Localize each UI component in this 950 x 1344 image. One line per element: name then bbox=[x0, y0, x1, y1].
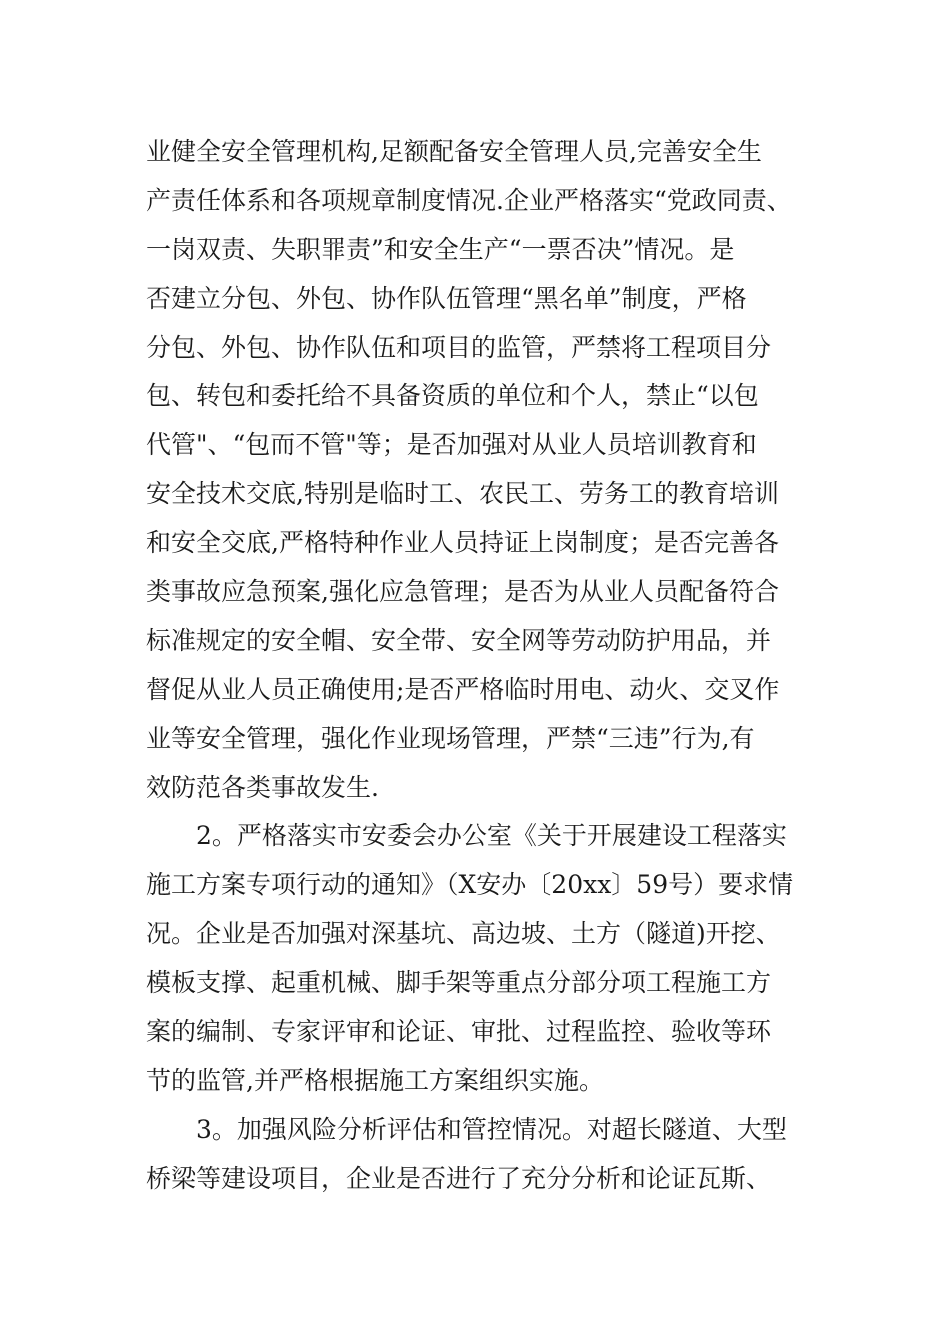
text-line: 安全技术交底,特别是临时工、农民工、劳务工的教育培训 bbox=[146, 479, 779, 509]
text-line: 一岗双责、失职罪责”和安全生产“一票否决”情况。是 bbox=[146, 234, 735, 264]
text-line: 桥梁等建设项目，企业是否进行了充分分析和论证瓦斯、 bbox=[146, 1163, 772, 1193]
text-line: 包、转包和委托给不具备资质的单位和个人，禁止“以包 bbox=[146, 381, 759, 411]
text-line: 业等安全管理，强化作业现场管理，严禁“三违”行为,有 bbox=[146, 723, 755, 753]
text-line: 标准规定的安全帽、安全带、安全网等劳动防护用品，并 bbox=[146, 625, 772, 655]
text-line: 否建立分包、外包、协作队伍管理“黑名单”制度，严格 bbox=[146, 283, 747, 313]
text-line: 施工方案专项行动的通知》（X安办〔20xx〕59号）要求情 bbox=[146, 870, 794, 900]
text-line: 产责任体系和各项规章制度情况.企业严格落实“党政同责、 bbox=[146, 185, 792, 215]
body-text bbox=[146, 128, 826, 1204]
text-line: 业健全安全管理机构,足额配备安全管理人员,完善安全生 bbox=[146, 137, 762, 166]
text-line: 督促从业人员正确使用;是否严格临时用电、动火、交叉作 bbox=[146, 674, 780, 704]
text-line: 代管"、“包而不管"等；是否加强对从业人员培训教育和 bbox=[146, 430, 757, 460]
text-line: 和安全交底,严格特种作业人员持证上岗制度；是否完善各 bbox=[146, 528, 779, 558]
text-line: 类事故应急预案,强化应急管理；是否为从业人员配备符合 bbox=[146, 577, 779, 607]
text-line: 况。企业是否加强对深基坑、高边坡、土方（隧道)开挖、 bbox=[146, 919, 781, 949]
text-line: 节的监管,并严格根据施工方案组织实施。 bbox=[146, 1065, 604, 1095]
text-line: 分包、外包、协作队伍和项目的监管，严禁将工程项目分 bbox=[146, 332, 772, 362]
text-line: 效防范各类事故发生. bbox=[146, 772, 379, 802]
text-line: 模板支撑、起重机械、脚手架等重点分部分项工程施工方 bbox=[146, 968, 772, 998]
paragraph-2-first-line: 2。严格落实市安委会办公室《关于开展建设工程落实 bbox=[196, 821, 787, 851]
text-line: 案的编制、专家评审和论证、审批、过程监控、验收等环 bbox=[146, 1017, 772, 1047]
paragraph-3-first-line: 3。加强风险分析评估和管控情况。对超长隧道、大型 bbox=[196, 1114, 787, 1144]
